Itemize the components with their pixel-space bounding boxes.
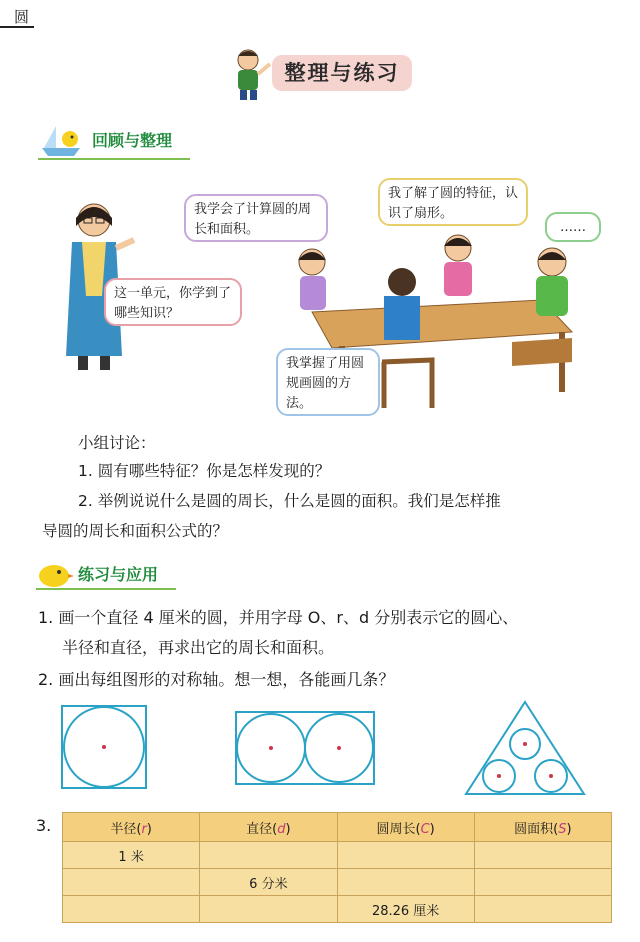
triangle-three-circles-figure: [464, 700, 586, 796]
teacher-speech-bubble: 这一单元，你学到了哪些知识？: [104, 278, 242, 326]
table-cell[interactable]: [474, 842, 611, 869]
table-cell[interactable]: [337, 869, 474, 896]
header-diameter: 直径(d): [200, 813, 337, 842]
perimeter-speech-bubble: 我学会了计算圆的周长和面积。: [184, 194, 328, 242]
table-cell[interactable]: [63, 869, 200, 896]
problem-3-number: 3.: [36, 816, 52, 835]
discussion-question-2-line-1: 2. 举例说说什么是圆的周长，什么是圆的面积。我们是怎样推: [78, 492, 501, 510]
page-title: 整理与练习: [272, 55, 412, 91]
problem-2: 2. 画出每组图形的对称轴。想一想，各能画几条？: [38, 670, 395, 689]
table-cell[interactable]: [474, 896, 611, 923]
table-cell[interactable]: [200, 896, 337, 923]
sailboat-chick-icon: [36, 122, 86, 158]
chapter-label: 圆: [14, 8, 30, 26]
table-cell[interactable]: 28.26 厘米: [337, 896, 474, 923]
practice-underline: [36, 588, 176, 590]
features-speech-bubble: 我了解了圆的特征，认识了扇形。: [378, 178, 528, 226]
rectangle-two-circles-figure: [234, 710, 376, 786]
discussion-question-1: 1. 圆有哪些特征？你是怎样发现的？: [78, 462, 331, 480]
table-row: [63, 869, 612, 896]
radius-diameter-table: [62, 812, 612, 923]
review-heading: 回顾与整理: [92, 131, 173, 150]
table-cell[interactable]: [474, 869, 611, 896]
table-row: [63, 896, 612, 923]
discussion-label: 小组讨论：: [78, 434, 156, 452]
table-cell[interactable]: [200, 842, 337, 869]
table-header-row: [63, 813, 612, 842]
table-cell[interactable]: 6 分米: [200, 869, 337, 896]
table-cell[interactable]: [337, 842, 474, 869]
problem-1-line-2: 半径和直径，再求出它的周长和面积。: [62, 638, 335, 657]
header-rule: [0, 26, 34, 28]
chick-icon: [34, 560, 74, 588]
table-cell[interactable]: [63, 896, 200, 923]
boy-illustration: [226, 46, 274, 102]
problem-1-line-1: 1. 画一个直径 4 厘米的圆，并用字母 O、r、d 分别表示它的圆心、: [38, 608, 519, 627]
review-underline: [38, 158, 190, 160]
header-circumference: 圆周长(C): [337, 813, 474, 842]
practice-heading: 练习与应用: [78, 565, 159, 584]
table-row: [63, 842, 612, 869]
discussion-question-2-line-2: 导圆的周长和面积公式的？: [42, 522, 229, 540]
table-cell[interactable]: 1 米: [63, 842, 200, 869]
dots-speech-bubble: ……: [545, 212, 601, 242]
compass-speech-bubble: 我掌握了用圆规画圆的方法。: [276, 348, 380, 416]
header-radius: 半径(r): [63, 813, 200, 842]
square-circle-figure: [60, 704, 150, 790]
header-area: 圆面积(S): [474, 813, 611, 842]
